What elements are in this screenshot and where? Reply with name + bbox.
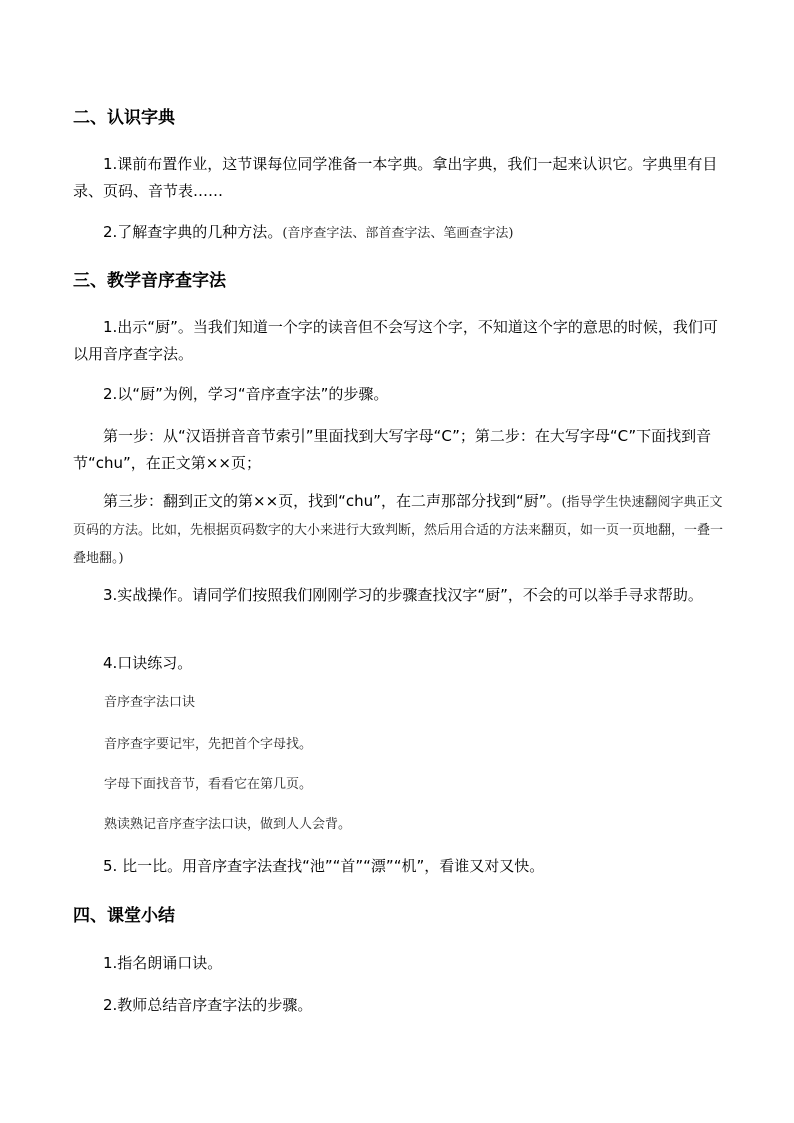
rhyme-line-2: 字母下面找音节，看看它在第几页。 bbox=[104, 777, 313, 792]
paragraph-step-three-text: 第三步：翻到正文的第××页，找到“chu”，在二声那部分找到“厨”。 bbox=[103, 492, 562, 510]
rhyme-title: 音序查字法口诀 bbox=[104, 695, 196, 710]
rhyme-line-1: 音序查字要记牢，先把首个字母找。 bbox=[104, 737, 313, 752]
paragraph-teacher-summary: 2.教师总结音序查字法的步骤。 bbox=[103, 996, 313, 1014]
step-three-note: (指导学生快速翻阅字典正文页码的方法。比如，先根据页码数字的大小来进行大致判断，然后用合适的方法来翻页，如一页一页地翻，一叠一叠地翻。) bbox=[73, 495, 724, 566]
section-heading-summary: 四、课堂小结 bbox=[73, 906, 175, 926]
paragraph-homework: 1.课前布置作业，这节课每位同学准备一本字典。拿出字典，我们一起来认识它。字典里有目录、页码、音节表…… bbox=[73, 155, 718, 200]
paragraph-recite: 1.指名朗诵口诀。 bbox=[103, 954, 223, 972]
paragraph-practice: 3.实战操作。请同学们按照我们刚刚学习的步骤查找汉字“厨”，不会的可以举手寻求帮助。 bbox=[103, 586, 703, 604]
paragraph-rhyme-practice: 4.口诀练习。 bbox=[103, 654, 193, 672]
rhyme-line-3: 熟读熟记音序查字法口诀，做到人人会背。 bbox=[104, 817, 352, 832]
section-heading-pinyin-lookup: 三、教学音序查字法 bbox=[73, 271, 226, 291]
paragraph-lookup-methods bbox=[73, 219, 723, 247]
lookup-methods-note: (音序查字法、部首查字法、笔画查字法) bbox=[282, 226, 514, 241]
paragraph-lookup-methods-text: 2.了解查字典的几种方法。 bbox=[103, 223, 283, 241]
paragraph-show-character: 1.出示“厨”。当我们知道一个字的读音但不会写这个字，不知道这个字的意思的时候，我们可以用音序查字法。 bbox=[73, 318, 718, 363]
paragraph-step-one-two: 第一步：从“汉语拼音音节索引”里面找到大写字母“C”；第二步：在大写字母“C”下面找到音节“chu”，在正文第××页； bbox=[73, 427, 712, 472]
paragraph-step-three bbox=[73, 488, 723, 572]
paragraph-compare: 5. 比一比。用音序查字法查找“池”“首”“漂”“机”，看谁又对又快。 bbox=[103, 857, 545, 875]
section-heading-recognize-dictionary: 二、认识字典 bbox=[73, 108, 175, 128]
paragraph-steps-example: 2.以“厨”为例，学习“音序查字法”的步骤。 bbox=[103, 385, 389, 403]
